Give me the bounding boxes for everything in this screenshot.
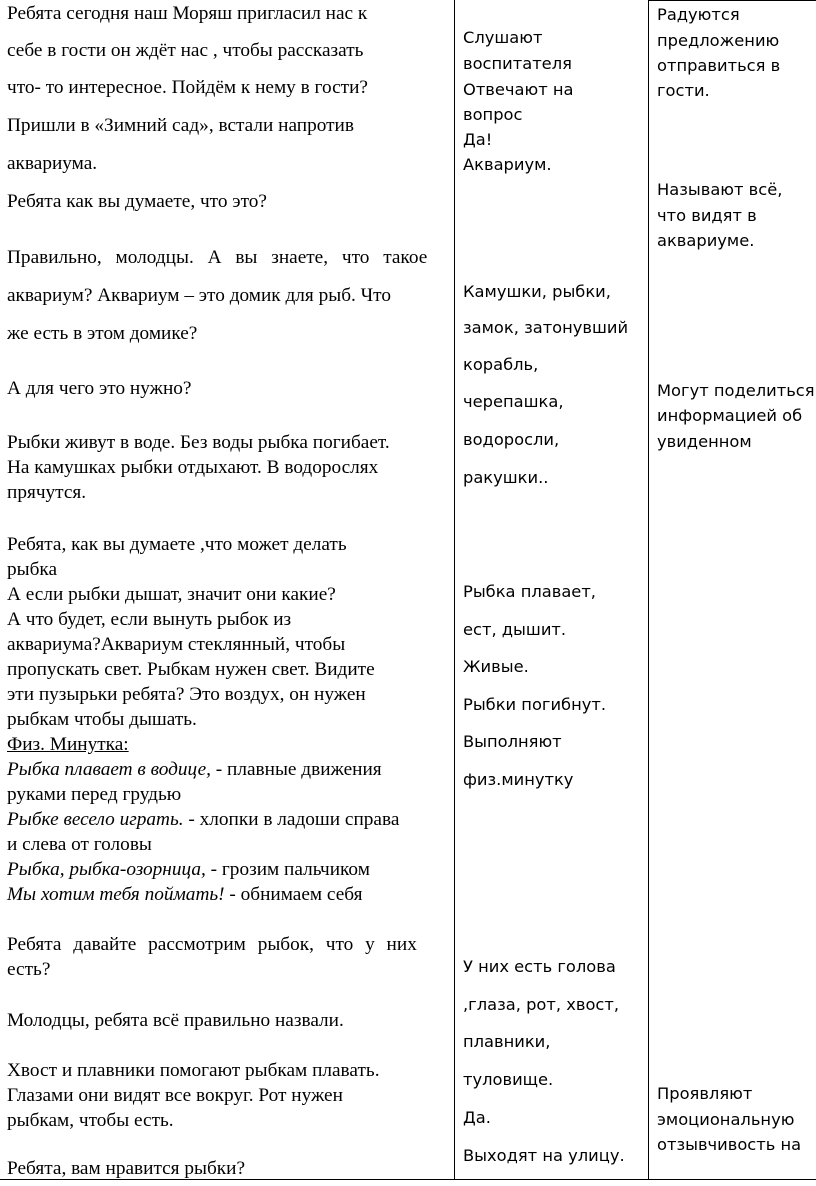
teacher-text-line: аквариум? Аквариум – это домик для рыб. Что — [7, 285, 391, 306]
movement-instruction: - хлопки в ладоши справа — [183, 809, 400, 830]
children-text-line: воспитателя — [463, 54, 572, 73]
children-text-line: ракушки.. — [463, 468, 549, 487]
teacher-text-line: эти пузырьки ребята? Это воздух, он нужен — [7, 684, 366, 705]
children-text-line: туловище. — [463, 1070, 554, 1089]
teacher-text-line: На камушках рыбки отдыхают. В водорослях — [7, 457, 379, 478]
fizminutka-heading: Физ. Минутка: — [7, 734, 129, 755]
children-text-line: Живые. — [463, 657, 529, 676]
children-text-line: Камушки, рыбки, — [463, 282, 611, 301]
children-text-line: Да. — [463, 1108, 491, 1127]
children-text-line: Отвечают на — [463, 80, 574, 99]
teacher-text-line: Хвост и плавники помогают рыбкам плавать. — [7, 1060, 380, 1081]
result-text-line: гости. — [657, 81, 710, 100]
teacher-text-line: рыбка — [7, 559, 58, 580]
result-text-line: информацией об — [657, 406, 803, 425]
children-text-line: Да! — [463, 130, 493, 149]
teacher-text-line: Ребята как вы думаете, что это? — [7, 191, 267, 212]
children-text-line: Аквариум. — [463, 155, 552, 174]
expected-result-column — [649, 0, 816, 1180]
result-text-line: Называют всё, — [657, 180, 783, 199]
movement-instruction: - плавные движения — [210, 759, 382, 780]
poem-verse: Рыбке весело играть. — [7, 809, 184, 830]
teacher-text-line: рыбкам, чтобы есть. — [7, 1110, 174, 1131]
result-text-line: предложению — [657, 31, 780, 50]
teacher-text-line: что- то интересное. Пойдём к нему в гости? — [7, 77, 368, 98]
children-text-line: вопрос — [463, 105, 523, 124]
teacher-text-line: Рыбки живут в воде. Без воды рыбка погибает. — [7, 432, 390, 453]
children-text-line: корабль, — [463, 355, 539, 374]
teacher-text-line: себе в гости он ждёт нас , чтобы рассказать — [7, 40, 364, 61]
movement-instruction: - обнимаем себя — [224, 884, 363, 905]
fizminutka-line — [7, 759, 382, 781]
teacher-text-line: руками перед грудью — [7, 784, 182, 805]
children-text-line: плавники, — [463, 1032, 551, 1051]
teacher-text-line: Ребята давайте рассмотрим рыбок, что у них — [7, 934, 417, 955]
teacher-text-line: же есть в этом домике? — [7, 323, 198, 344]
teacher-text-line: Пришли в «Зимний сад», встали напротив — [7, 115, 354, 136]
result-text-line: что видят в — [657, 206, 757, 225]
result-text-line: Радуются — [657, 5, 740, 24]
teacher-text-line: Ребята сегодня наш Моряш пригласил нас к — [7, 3, 368, 24]
children-text-line: черепашка, — [463, 392, 564, 411]
teacher-text-line: Глазами они видят все вокруг. Рот нужен — [7, 1085, 343, 1106]
teacher-text-line: есть? — [7, 959, 51, 980]
result-text-line: Проявляют — [657, 1084, 753, 1103]
result-text-line: увиденном — [657, 432, 752, 451]
teacher-text-line: рыбкам чтобы дышать. — [7, 709, 197, 730]
children-text-line: ,глаза, рот, хвост, — [463, 995, 620, 1014]
children-text-line: Рыбка плавает, — [463, 582, 596, 601]
fizminutka-line — [7, 809, 399, 831]
teacher-text-line: Правильно, молодцы. А вы знаете, что такое — [7, 247, 428, 268]
poem-verse: Рыбка плавает в водице, — [7, 759, 211, 780]
teacher-text-line: А если рыбки дышат, значит они какие? — [7, 584, 336, 605]
teacher-text-line: А что будет, если вынуть рыбок из — [7, 609, 292, 630]
fizminutka-line — [7, 859, 370, 881]
movement-instruction: - грозим пальчиком — [205, 859, 370, 880]
teacher-text-line: аквариума?Аквариум стеклянный, чтобы — [7, 634, 346, 655]
result-text-line: Могут поделиться — [657, 381, 815, 400]
children-text-line: физ.минутку — [463, 770, 574, 789]
fizminutka-line — [7, 884, 362, 906]
poem-verse: Мы хотим тебя поймать! — [7, 884, 225, 905]
poem-verse: Рыбка, рыбка-озорница, — [7, 859, 206, 880]
teacher-text-line: Ребята, вам нравится рыбки? — [7, 1158, 246, 1179]
teacher-text-line: пропускать свет. Рыбкам нужен свет. Видите — [7, 659, 375, 680]
result-text-line: отправиться в — [657, 56, 781, 75]
children-text-line: Рыбки погибнут. — [463, 695, 607, 714]
teacher-text-line: аквариума. — [7, 153, 98, 174]
teacher-text-line: и слева от головы — [7, 834, 152, 855]
teacher-text-line: Ребята, как вы думаете ,что может делать — [7, 534, 347, 555]
teacher-text-line: Молодцы, ребята всё правильно назвали. — [7, 1010, 344, 1031]
children-text-line: замок, затонувший — [463, 318, 629, 337]
children-text-line: У них есть голова — [463, 957, 616, 976]
teacher-text-line: прячутся. — [7, 482, 87, 503]
result-text-line: аквариуме. — [657, 231, 755, 250]
children-text-line: Выходят на улицу. — [463, 1146, 625, 1165]
children-text-line: водоросли, — [463, 430, 560, 449]
children-activity-column — [455, 0, 649, 1180]
result-text-line: отзывчивость на — [657, 1135, 802, 1154]
children-text-line: Выполняют — [463, 732, 562, 751]
result-text-line: эмоциональную — [657, 1110, 795, 1129]
children-text-line: Слушают — [463, 28, 543, 47]
teacher-text-line: А для чего это нужно? — [7, 378, 192, 399]
children-text-line: ест, дышит. — [463, 620, 567, 639]
